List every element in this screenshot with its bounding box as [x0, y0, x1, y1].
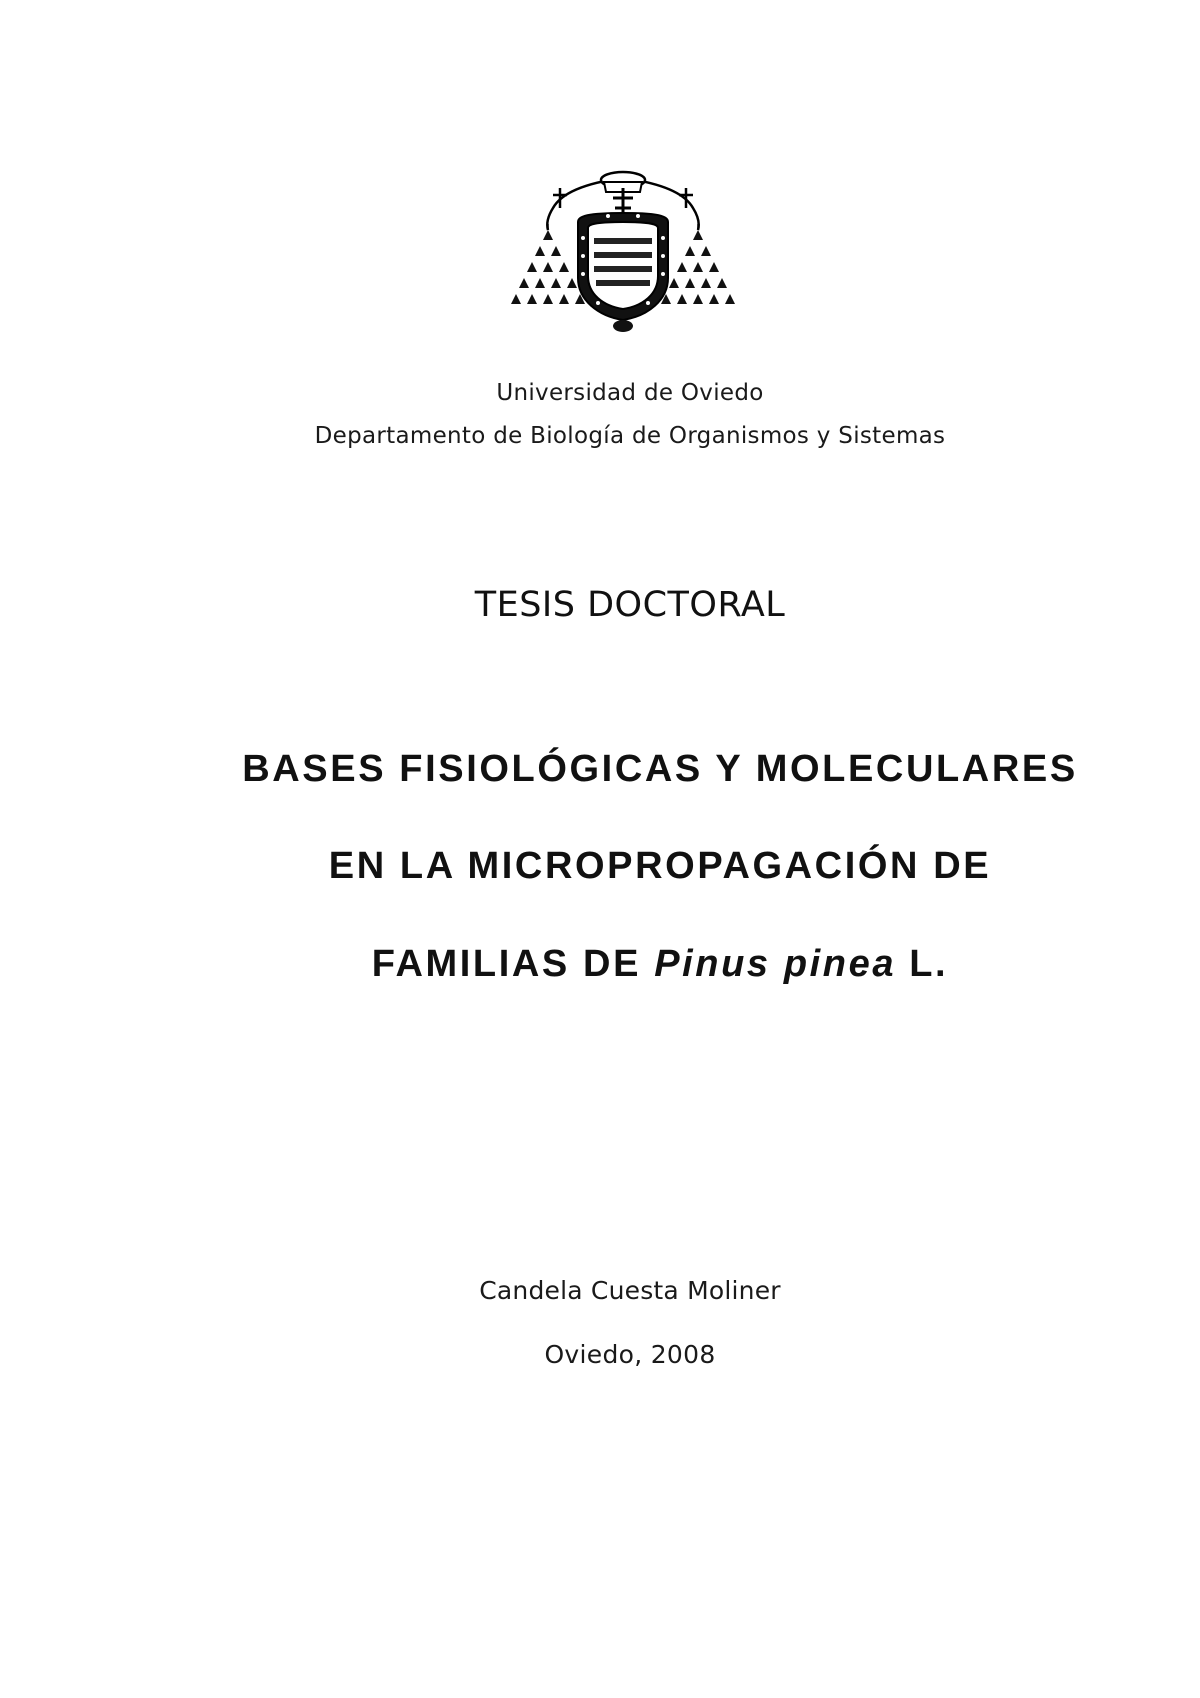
thesis-title-line-2: EN LA MICROPROPAGACIÓN DE	[328, 845, 992, 887]
author-name: Candela Cuesta Moliner	[479, 1276, 781, 1305]
university-name: Universidad de Oviedo	[496, 380, 764, 406]
species-name: Pinus pinea	[654, 943, 897, 985]
place-and-date: Oviedo, 2008	[544, 1340, 716, 1369]
thesis-title-line-3	[60, 943, 1200, 986]
thesis-title-line-1: BASES FISIOLÓGICAS Y MOLECULARES	[242, 748, 1078, 790]
title-line-3-suffix: L.	[909, 943, 949, 985]
department-name: Departamento de Biología de Organismos y Sistemas	[314, 423, 946, 449]
title-line-3-prefix: FAMILIAS DE	[371, 943, 642, 985]
university-seal-icon	[508, 168, 738, 338]
document-type: TESIS DOCTORAL	[474, 585, 786, 625]
